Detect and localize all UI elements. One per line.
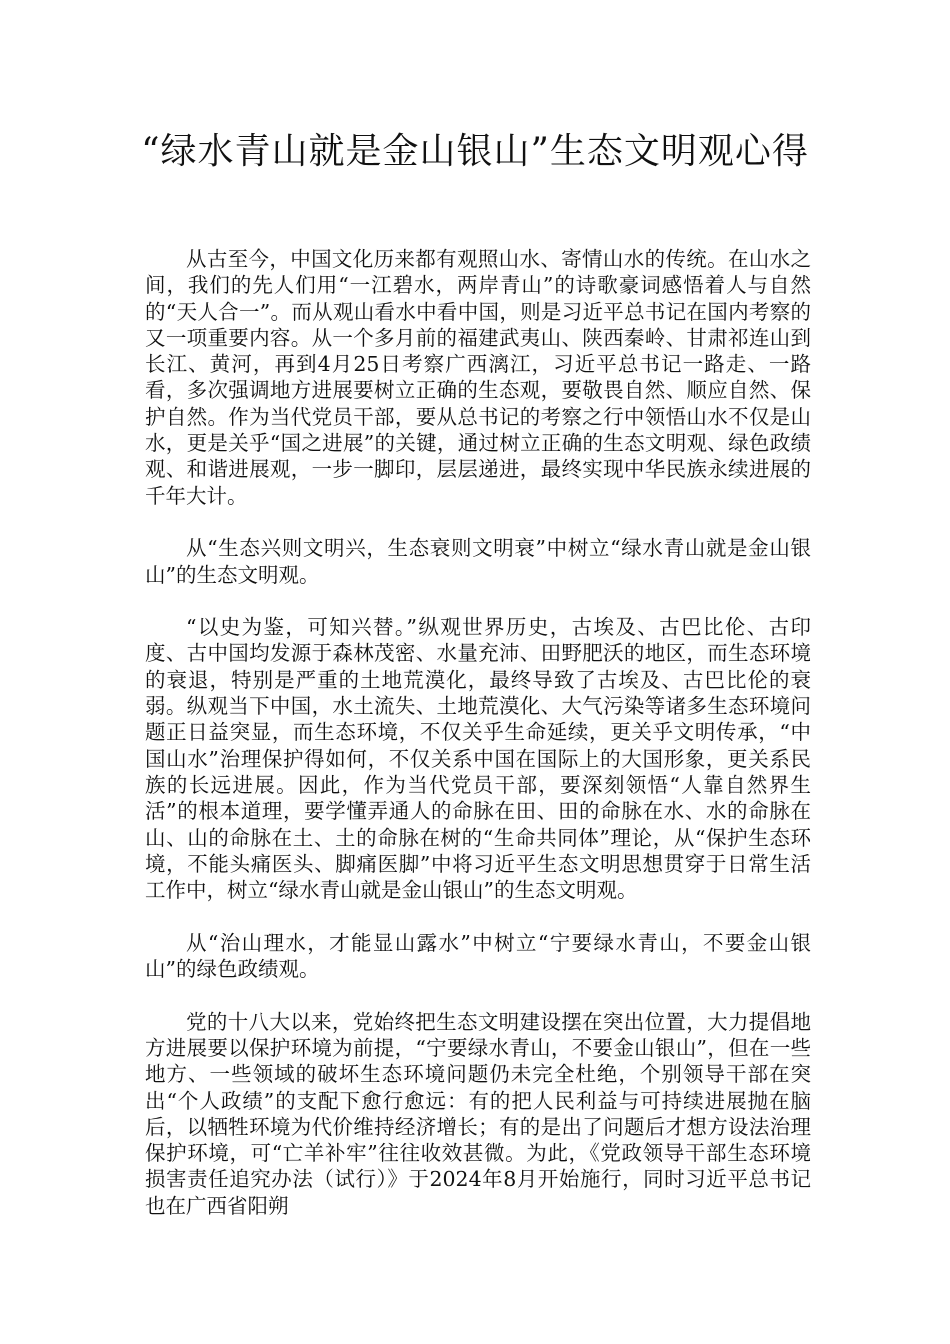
paragraph-4: 从“治山理水，才能显山露水”中树立“宁要绿水青山，不要金山银山”的绿色政绩观。: [145, 930, 811, 982]
paragraph-5: 党的十八大以来，党始终把生态文明建设摆在突出位置，大力提倡地方进展要以保护环境为前提，“宁要绿水青山，不要金山银山”，但在一些地方、一些领域的破坏生态环境问题仍未完全杜绝，个别领导干部在突出“个人政绩”的支配下愈行愈远：有的把人民利益与可持续进展抛在脑后，以牺牲环境为代价维持经济增长；有的是出了问题后才想方设法治理保护环境，可“亡羊补牢”往往收效甚微。为此，《党政领导干部生态环境损害责任追究办法（试行）》于2024年8月开始施行，同时习近平总书记也在广西省阳朔: [145, 1009, 811, 1218]
document-title: “绿水青山就是金山银山”生态文明观心得: [141, 131, 809, 172]
paragraph-2: 从“生态兴则文明兴，生态衰则文明衰”中树立“绿水青山就是金山银山”的生态文明观。: [145, 536, 811, 587]
paragraph-1: 从古至今，中国文化历来都有观照山水、寄情山水的传统。在山水之间，我们的先人们用“一江碧水，两岸青山”的诗歌豪词感悟着人与自然的“天人合一”。而从观山看水中看中国，则是习近平总书记在国内考察的又一项重要内容。从一个多月前的福建武夷山、陕西秦岭、甘肃祁连山到长江、黄河，再到4月25日考察广西漓江，习近平总书记一路走、一路看，多次强调地方进展要树立正确的生态观，要敬畏自然、顺应自然、保护自然。作为当代党员干部，要从总书记的考察之行中领悟山水不仅是山水，更是关乎“国之进展”的关键，通过树立正确的生态文明观、绿色政绩观、和谐进展观，一步一脚印，层层递进，最终实现中华民族永续进展的千年大计。: [145, 247, 811, 508]
document-body: [145, 246, 811, 1219]
paragraph-3: “以史为鉴，可知兴替。”纵观世界历史，古埃及、古巴比伦、古印度、古中国均发源于森林茂密、水量充沛、田野肥沃的地区，而生态环境的衰退，特别是严重的土地荒漠化，最终导致了古埃及、古巴比伦的衰弱。纵观当下中国，水土流失、土地荒漠化、大气污染等诸多生态环境问题正日益突显，而生态环境，不仅关乎生命延续，更关乎文明传承，“中国山水”治理保护得如何，不仅关系中国在国际上的大国形象，更关系民族的长远进展。因此，作为当代党员干部，要深刻领悟“人靠自然界生活”的根本道理，要学懂弄通人的命脉在田、田的命脉在水、水的命脉在山、山的命脉在土、土的命脉在树的“生命共同体”理论，从“保护生态环境，不能头痛医头、脚痛医脚”中将习近平生态文明思想贯穿于日常生活工作中，树立“绿水青山就是金山银山”的生态文明观。: [145, 615, 811, 903]
